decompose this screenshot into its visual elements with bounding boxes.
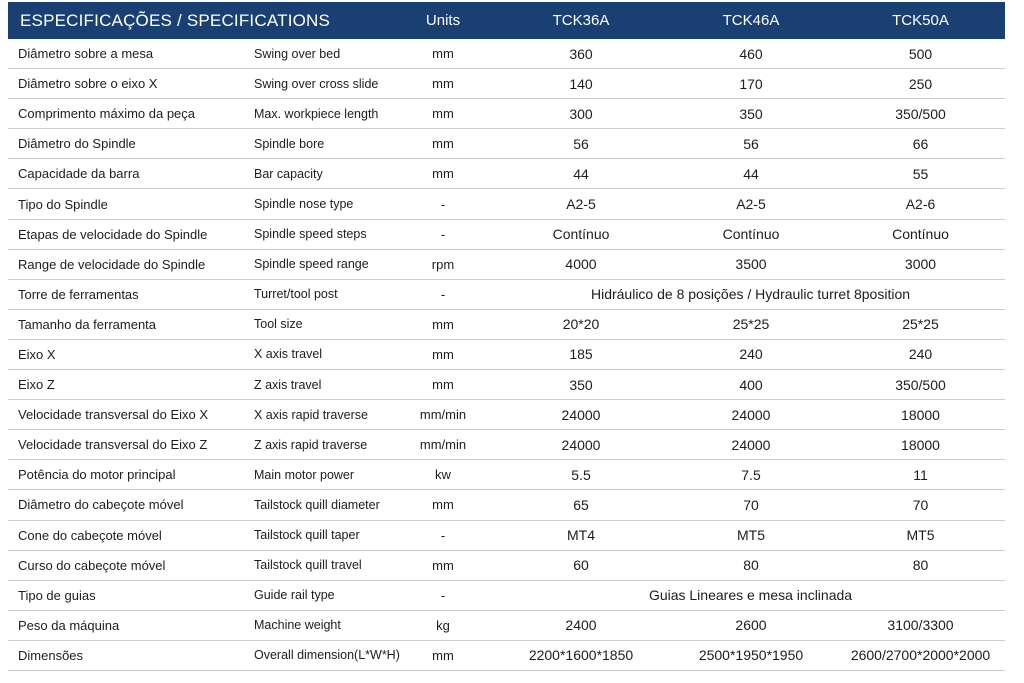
spec-unit: mm [432, 497, 454, 513]
spec-label-pt: Torre de ferramentas [18, 286, 139, 302]
spec-unit: - [440, 226, 446, 242]
spec-value-tck36a: 24000 [561, 406, 601, 423]
spec-value-tck46a: Contínuo [722, 226, 780, 243]
spec-unit: mm [432, 106, 454, 122]
spec-unit: mm/min [419, 407, 467, 423]
spec-label-en: Overall dimension(L*W*H) [254, 648, 400, 663]
spec-value-tck50a: 240 [908, 346, 933, 363]
spec-label-en: Spindle speed steps [254, 227, 367, 242]
spec-value-tck36a: 140 [569, 75, 593, 92]
table-row [8, 220, 1005, 250]
spec-unit: - [440, 286, 446, 302]
spec-value-all-models: Hidráulico de 8 posições / Hydraulic turret 8position [590, 286, 911, 303]
table-row [8, 370, 1005, 400]
spec-value-tck46a: A2-5 [736, 196, 766, 213]
table-row [8, 430, 1005, 460]
specifications-table [8, 2, 1005, 671]
spec-value-tck46a: 240 [739, 346, 763, 363]
spec-value-all-models: Guias Lineares e mesa inclinada [648, 587, 853, 604]
table-row [8, 39, 1005, 69]
table-row [8, 400, 1005, 430]
spec-label-pt: Potência do motor principal [18, 467, 176, 483]
spec-label-en: Main motor power [254, 467, 355, 482]
spec-unit: mm [432, 316, 454, 332]
spec-value-tck36a: A2-5 [566, 196, 596, 213]
spec-label-pt: Curso do cabeçote móvel [18, 557, 166, 573]
spec-value-tck46a: 24000 [731, 406, 771, 423]
spec-value-tck46a: 80 [743, 557, 759, 574]
spec-label-en: Spindle bore [254, 136, 325, 151]
spec-label-en: Z axis rapid traverse [254, 437, 368, 452]
spec-label-pt: Eixo X [18, 346, 56, 362]
spec-value-tck36a: 60 [573, 557, 589, 574]
spec-unit: - [440, 527, 446, 543]
model-header-tck46a: TCK46A [722, 12, 780, 29]
table-row [8, 159, 1005, 189]
spec-label-en: Machine weight [254, 618, 341, 633]
table-row [8, 581, 1005, 611]
spec-label-en: Tailstock quill diameter [254, 497, 380, 512]
spec-unit: mm/min [419, 437, 467, 453]
spec-unit: - [440, 587, 446, 603]
spec-label-pt: Cone do cabeçote móvel [18, 527, 162, 543]
spec-label-en: Spindle speed range [254, 257, 369, 272]
table-row [8, 641, 1005, 671]
spec-value-tck36a: 4000 [565, 256, 597, 273]
spec-value-tck36a: 2400 [565, 617, 597, 634]
table-header [8, 2, 1005, 39]
spec-unit: rpm [431, 256, 455, 272]
spec-label-pt: Velocidade transversal do Eixo Z [18, 437, 208, 453]
spec-value-tck50a: 80 [912, 557, 929, 574]
spec-value-tck46a: MT5 [737, 527, 765, 544]
spec-unit: mm [432, 557, 454, 573]
table-row [8, 250, 1005, 280]
spec-label-en: Guide rail type [254, 588, 335, 603]
spec-value-tck50a: A2-6 [905, 196, 936, 213]
spec-value-tck50a: 2600/2700*2000*2000 [850, 647, 991, 664]
spec-value-tck50a: 66 [912, 135, 929, 152]
spec-label-en: Swing over bed [254, 46, 341, 61]
spec-unit: mm [432, 346, 454, 362]
spec-value-tck36a: 2200*1600*1850 [528, 647, 634, 664]
spec-value-tck50a: 11 [913, 466, 928, 483]
spec-value-tck46a: 170 [739, 75, 763, 92]
spec-value-tck46a: 400 [739, 376, 763, 393]
spec-value-tck46a: 2600 [735, 617, 767, 634]
spec-value-tck36a: 20*20 [562, 316, 600, 333]
spec-label-en: Max. workpiece length [254, 106, 379, 121]
spec-label-pt: Tipo do Spindle [18, 196, 108, 212]
table-row [8, 189, 1005, 219]
spec-label-pt: Dimensões [18, 647, 84, 663]
spec-unit: - [440, 196, 446, 212]
spec-unit: kw [435, 467, 451, 483]
spec-unit: mm [432, 166, 454, 182]
spec-unit: mm [432, 76, 454, 92]
spec-value-tck50a: Contínuo [892, 226, 949, 243]
spec-label-pt: Tamanho da ferramenta [18, 316, 157, 332]
table-row [8, 280, 1005, 310]
table-row [8, 310, 1005, 340]
spec-value-tck46a: 25*25 [732, 316, 770, 333]
spec-value-tck46a: 56 [743, 135, 759, 152]
spec-value-tck36a: MT4 [567, 527, 595, 544]
spec-value-tck50a: 55 [912, 165, 929, 182]
spec-value-tck36a: 24000 [561, 436, 601, 453]
spec-value-tck36a: 350 [569, 376, 593, 393]
spec-value-tck50a: 25*25 [902, 316, 939, 333]
spec-value-tck46a: 350 [739, 105, 763, 122]
spec-label-en: Turret/tool post [254, 287, 338, 302]
spec-value-tck50a: 18000 [901, 436, 940, 453]
table-row [8, 69, 1005, 99]
table-row [8, 551, 1005, 581]
spec-value-tck50a: 18000 [901, 406, 940, 423]
spec-value-tck36a: 44 [573, 165, 589, 182]
spec-unit: kg [436, 617, 450, 633]
table-row [8, 460, 1005, 490]
spec-value-tck50a: 250 [908, 75, 933, 92]
spec-value-tck36a: 5.5 [571, 466, 591, 483]
table-row [8, 521, 1005, 551]
spec-value-tck36a: 65 [573, 496, 589, 513]
spec-label-en: Z axis travel [254, 377, 322, 392]
spec-label-pt: Diâmetro sobre o eixo X [18, 76, 158, 92]
model-header-tck36a: TCK36A [552, 12, 610, 29]
spec-value-tck36a: Contínuo [552, 226, 610, 243]
spec-label-en: X axis rapid traverse [254, 407, 368, 422]
spec-label-pt: Capacidade da barra [18, 166, 140, 182]
spec-unit: mm [432, 136, 454, 152]
spec-label-en: Swing over cross slide [254, 76, 379, 91]
table-row [8, 99, 1005, 129]
spec-label-pt: Etapas de velocidade do Spindle [18, 226, 208, 242]
spec-label-en: Tailstock quill taper [254, 528, 360, 543]
spec-label-pt: Eixo Z [18, 377, 55, 393]
table-row [8, 340, 1005, 370]
spec-label-en: Bar capacity [254, 166, 323, 181]
spec-value-tck46a: 7.5 [741, 466, 761, 483]
spec-value-tck46a: 24000 [731, 436, 771, 453]
table-body [8, 39, 1005, 671]
spec-value-tck50a: 3000 [904, 256, 937, 273]
table-row [8, 490, 1005, 520]
spec-label-en: X axis travel [254, 347, 323, 362]
spec-label-pt: Diâmetro sobre a mesa [18, 46, 154, 62]
spec-value-tck46a: 2500*1950*1950 [698, 647, 804, 664]
model-header-tck50a: TCK50A [892, 12, 949, 29]
spec-value-tck36a: 185 [569, 346, 593, 363]
spec-label-pt: Peso da máquina [18, 617, 120, 633]
spec-value-tck50a: 350/500 [895, 105, 946, 122]
spec-value-tck46a: 70 [743, 496, 759, 513]
spec-value-tck50a: 3100/3300 [887, 617, 954, 634]
spec-label-pt: Diâmetro do cabeçote móvel [18, 497, 184, 513]
spec-label-pt: Diâmetro do Spindle [18, 136, 136, 152]
spec-value-tck36a: 360 [569, 45, 593, 62]
spec-label-pt: Velocidade transversal do Eixo X [18, 407, 209, 423]
spec-label-en: Spindle nose type [254, 197, 354, 212]
spec-unit: mm [432, 377, 454, 393]
table-title: ESPECIFICAÇÕES / SPECIFICATIONS [20, 10, 331, 30]
spec-value-tck36a: 300 [569, 105, 593, 122]
spec-value-tck50a: 70 [912, 496, 929, 513]
spec-value-tck50a: MT5 [906, 527, 935, 544]
spec-label-en: Tailstock quill travel [254, 558, 362, 573]
spec-value-tck46a: 3500 [735, 256, 767, 273]
spec-value-tck36a: 56 [573, 135, 589, 152]
spec-value-tck46a: 460 [739, 45, 763, 62]
spec-value-tck46a: 44 [743, 165, 759, 182]
spec-label-pt: Range de velocidade do Spindle [18, 256, 206, 272]
spec-unit: mm [432, 46, 454, 62]
spec-unit: mm [432, 647, 454, 663]
spec-label-en: Tool size [254, 317, 303, 332]
spec-label-pt: Tipo de guias [18, 587, 96, 603]
table-row [8, 611, 1005, 641]
table-row [8, 129, 1005, 159]
spec-label-pt: Comprimento máximo da peça [18, 106, 196, 122]
spec-value-tck50a: 500 [908, 45, 933, 62]
units-header: Units [425, 12, 461, 29]
spec-value-tck50a: 350/500 [895, 376, 946, 393]
